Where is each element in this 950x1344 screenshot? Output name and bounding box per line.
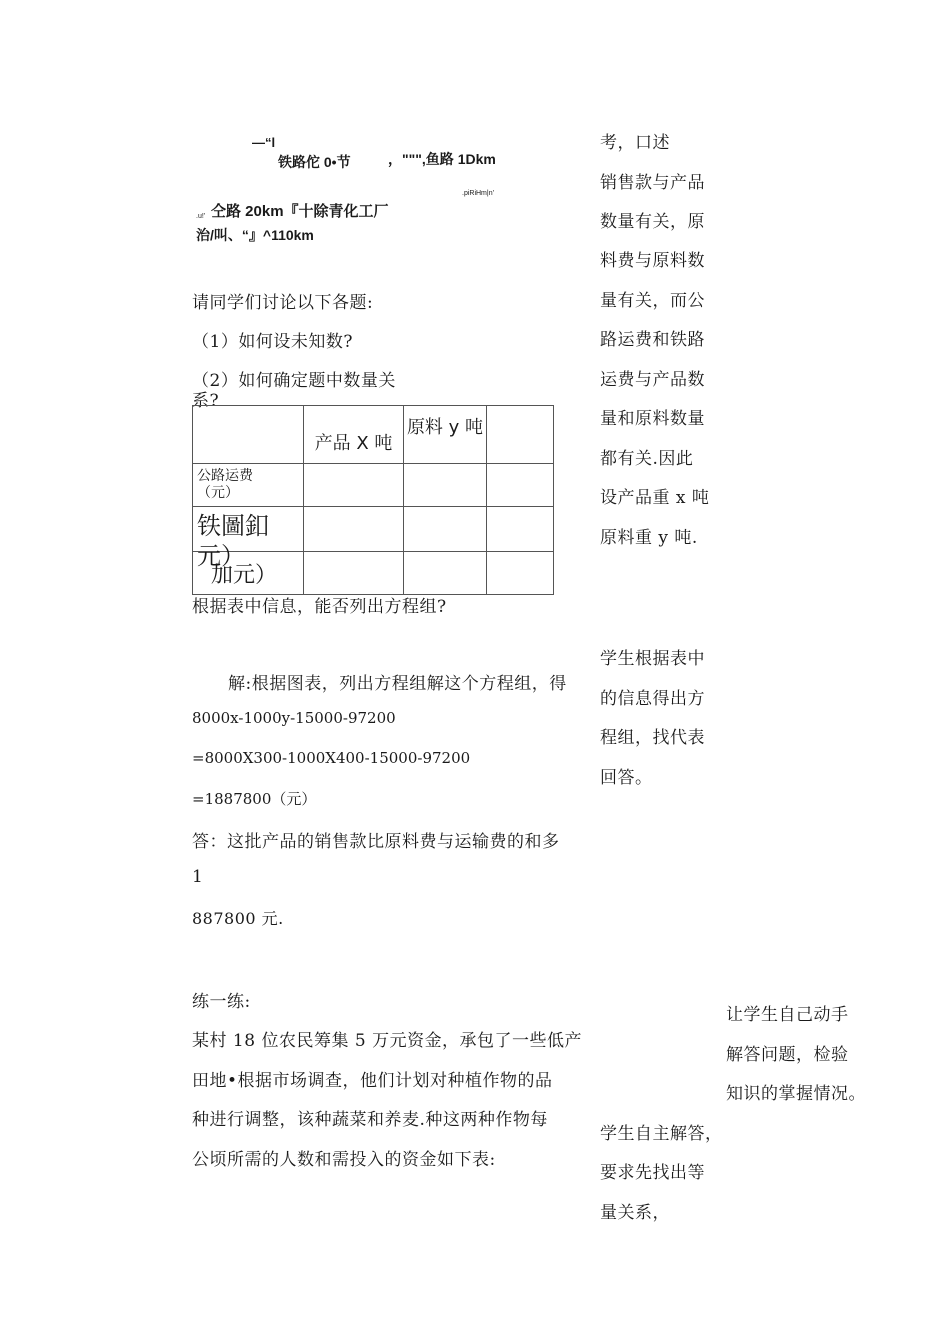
table-header-raw-label: 原料 y 吨 — [406, 416, 484, 438]
note-2-line: 回答。 — [600, 768, 653, 788]
solution-intro: 解:根据图表，列出方程组解这个方程组，得 — [228, 674, 567, 694]
table-header-row — [193, 406, 554, 464]
table-cell — [304, 507, 404, 552]
note-1-line: 设产品重 x 吨 — [600, 488, 710, 508]
note-1-line: 量和原料数量 — [600, 409, 705, 429]
diagram-label-factory: 仝路 20km『十除青化工厂 — [211, 203, 389, 220]
calc-line-1: 8000x-1000y-15000-97200 — [192, 709, 396, 727]
diagram-label-distance: 治/叫、“』^110km — [196, 227, 314, 243]
diagram-tiny-mark: .u!' — [196, 213, 206, 220]
practice-line-3: 种进行调整，该种蔬菜和养麦.种这两种作物每 — [192, 1110, 548, 1130]
ask-equation: 根据表中信息，能否列出方程组? — [192, 597, 447, 617]
note-2-line: 的信息得出方 — [600, 689, 705, 709]
note-2-line: 程组，找代表 — [600, 728, 705, 748]
practice-line-4: 公顷所需的人数和需投入的资金如下表: — [192, 1150, 496, 1170]
note-1-line: 都有关.因此 — [600, 449, 694, 469]
note-1-line: 量有关，而公 — [600, 291, 705, 311]
table-header-raw — [404, 406, 487, 464]
question-2-line-b: 系? — [192, 391, 220, 411]
diagram-label-railway: 铁路佗 0•节 — [278, 154, 351, 170]
calc-line-3: =1887800（元） — [192, 790, 317, 808]
note-1-line: 考，口述 — [600, 133, 670, 153]
diagram-label-top: —“l — [252, 135, 276, 150]
table-header-product: 产品 X 吨 — [304, 406, 404, 464]
practice-line-2: 田地•根据市场调查，他们计划对种植作物的品 — [192, 1071, 553, 1091]
practice-line-1: 某村 18 位农民筹集 5 万元资金，承包了一些低产 — [192, 1031, 583, 1051]
table-row-label-road: 公路运费 （元） — [193, 464, 304, 507]
table-cell — [487, 507, 554, 552]
table-row — [193, 464, 554, 507]
question-2-line-a: （2）如何确定题中数量关 — [192, 371, 396, 391]
table-cell — [487, 552, 554, 595]
note-1-line: 路运费和铁路 — [600, 330, 705, 350]
discuss-intro: 请同学们讨论以下各题: — [192, 293, 374, 313]
note-1-line: 数量有关，原 — [600, 212, 705, 232]
note-1-line: 料费与原料数 — [600, 251, 705, 271]
diagram-small-mark: .piRiHm|n' — [462, 190, 494, 197]
note-4-line: 要求先找出等 — [600, 1163, 705, 1183]
note-1-line: 销售款与产品 — [600, 173, 705, 193]
table-header-cell — [487, 406, 554, 464]
note-3-line: 让学生自己动手 — [726, 1005, 849, 1025]
diagram-label-road: ，""",鱼路 1Dkm — [388, 151, 496, 167]
table-cell — [404, 507, 487, 552]
calc-line-2: =8000X300-1000X400-15000-97200 — [192, 749, 471, 767]
note-1-line: 原料重 y 吨. — [600, 528, 698, 548]
quantity-table — [192, 405, 554, 595]
answer-line-b: 1 — [192, 867, 204, 887]
table-row-label-rail — [193, 507, 304, 570]
table-cell — [304, 552, 404, 595]
note-3-line: 解答问题，检验 — [726, 1045, 849, 1065]
note-4-line: 量关系， — [600, 1203, 670, 1223]
answer-line-a: 答：这批产品的销售款比原料费与运输费的和多 — [192, 832, 560, 852]
table-row — [193, 507, 554, 552]
table-row-label-other: 加元） — [193, 552, 304, 595]
table-row-label-rail-text: 铁圖釦 元） — [197, 512, 269, 570]
answer-line-c: 887800 元. — [192, 909, 284, 928]
table-cell — [404, 552, 487, 595]
table-row — [193, 552, 554, 595]
table-cell — [487, 464, 554, 507]
question-1: （1）如何设未知数? — [192, 332, 353, 352]
table-cell — [404, 464, 487, 507]
note-3-line: 知识的掌握情况。 — [726, 1084, 866, 1104]
table-header-cell — [193, 406, 304, 464]
practice-title: 练一练: — [192, 992, 251, 1012]
note-2-line: 学生根据表中 — [600, 649, 705, 669]
table-cell — [304, 464, 404, 507]
note-4-line: 学生自主解答， — [600, 1124, 723, 1144]
note-1-line: 运费与产品数 — [600, 370, 705, 390]
